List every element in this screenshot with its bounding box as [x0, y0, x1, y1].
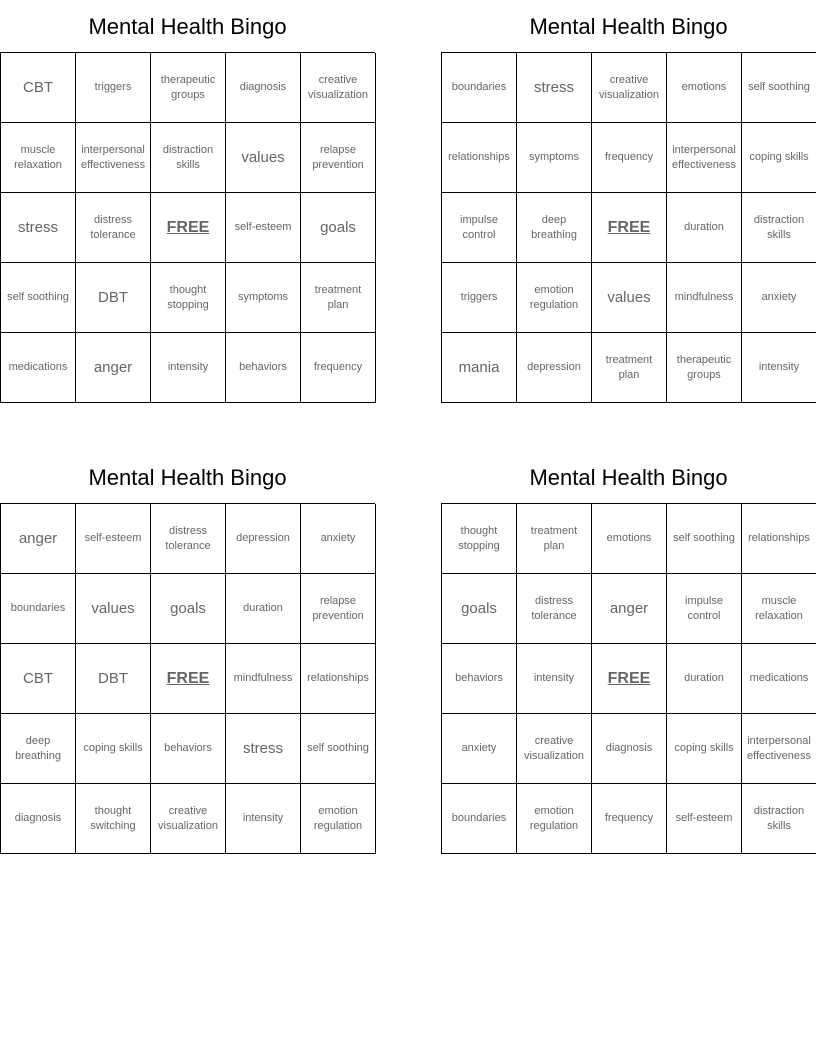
bingo-cell: self-esteem	[226, 193, 301, 263]
bingo-cell: distress tolerance	[151, 504, 226, 574]
bingo-cell: stress	[517, 53, 592, 123]
bingo-cell: creative visualization	[592, 53, 667, 123]
bingo-cell: coping skills	[667, 714, 742, 784]
bingo-card-1	[0, 12, 375, 376]
bingo-cell: thought stopping	[442, 504, 517, 574]
free-space-cell: FREE	[592, 644, 667, 714]
bingo-card-2	[441, 12, 816, 381]
free-space-cell: FREE	[592, 193, 667, 263]
bingo-cell: duration	[226, 574, 301, 644]
bingo-cell: relationships	[301, 644, 376, 714]
bingo-cell: interpersonal effectiveness	[667, 123, 742, 193]
bingo-cell: relationships	[442, 123, 517, 193]
bingo-cell: boundaries	[442, 784, 517, 854]
bingo-cell: coping skills	[76, 714, 151, 784]
bingo-cell: medications	[1, 333, 76, 403]
bingo-cell: intensity	[226, 784, 301, 854]
bingo-cell: relationships	[742, 504, 816, 574]
bingo-cell: creative visualization	[151, 784, 226, 854]
bingo-cell: mania	[442, 333, 517, 403]
bingo-cell: creative visualization	[301, 53, 376, 123]
bingo-card-4	[441, 463, 816, 832]
bingo-cell: anger	[76, 333, 151, 403]
bingo-cell: impulse control	[442, 193, 517, 263]
bingo-cell: goals	[442, 574, 517, 644]
bingo-cell: duration	[667, 193, 742, 263]
bingo-cell: treatment plan	[301, 263, 376, 333]
bingo-cell: behaviors	[442, 644, 517, 714]
bingo-cell: coping skills	[742, 123, 816, 193]
card-title: Mental Health Bingo	[88, 465, 287, 490]
card-title: Mental Health Bingo	[529, 14, 728, 39]
bingo-cell: self soothing	[742, 53, 816, 123]
bingo-cell: symptoms	[226, 263, 301, 333]
bingo-cell: anxiety	[742, 263, 816, 333]
bingo-cell: self soothing	[667, 504, 742, 574]
bingo-cell: emotions	[592, 504, 667, 574]
bingo-cell: deep breathing	[517, 193, 592, 263]
bingo-cell: muscle relaxation	[742, 574, 816, 644]
bingo-cell: interpersonal effectiveness	[76, 123, 151, 193]
bingo-cell: diagnosis	[1, 784, 76, 854]
bingo-cell: therapeutic groups	[151, 53, 226, 123]
bingo-cell: thought switching	[76, 784, 151, 854]
bingo-cell: behaviors	[151, 714, 226, 784]
bingo-cell: symptoms	[517, 123, 592, 193]
bingo-cell: duration	[667, 644, 742, 714]
bingo-cell: muscle relaxation	[1, 123, 76, 193]
bingo-cell: DBT	[76, 263, 151, 333]
bingo-cell: diagnosis	[226, 53, 301, 123]
bingo-cell: DBT	[76, 644, 151, 714]
bingo-grid	[0, 52, 375, 403]
bingo-cell: emotions	[667, 53, 742, 123]
bingo-cell: creative visualization	[517, 714, 592, 784]
bingo-cell: distraction skills	[151, 123, 226, 193]
bingo-cell: values	[226, 123, 301, 193]
bingo-cell: medications	[742, 644, 816, 714]
bingo-cell: depression	[226, 504, 301, 574]
bingo-cell: intensity	[517, 644, 592, 714]
bingo-cell: self-esteem	[76, 504, 151, 574]
bingo-cell: relapse prevention	[301, 574, 376, 644]
bingo-cell: CBT	[1, 53, 76, 123]
bingo-cell: impulse control	[667, 574, 742, 644]
bingo-cell: triggers	[442, 263, 517, 333]
bingo-cell: stress	[1, 193, 76, 263]
bingo-cell: treatment plan	[592, 333, 667, 403]
bingo-cell: emotion regulation	[517, 784, 592, 854]
bingo-cell: diagnosis	[592, 714, 667, 784]
bingo-grid	[441, 52, 816, 403]
free-space-cell: FREE	[151, 193, 226, 263]
free-space-cell: FREE	[151, 644, 226, 714]
bingo-cell: self-esteem	[667, 784, 742, 854]
bingo-cell: interpersonal effectiveness	[742, 714, 816, 784]
bingo-cell: distraction skills	[742, 784, 816, 854]
bingo-cell: goals	[301, 193, 376, 263]
bingo-cell: distress tolerance	[76, 193, 151, 263]
bingo-cell: thought stopping	[151, 263, 226, 333]
bingo-cell: anxiety	[442, 714, 517, 784]
bingo-cell: relapse prevention	[301, 123, 376, 193]
bingo-cell: mindfulness	[667, 263, 742, 333]
bingo-cell: self soothing	[301, 714, 376, 784]
bingo-cell: CBT	[1, 644, 76, 714]
bingo-cell: therapeutic groups	[667, 333, 742, 403]
bingo-grid	[0, 503, 375, 854]
bingo-cell: frequency	[592, 123, 667, 193]
bingo-cell: values	[592, 263, 667, 333]
bingo-cell: self soothing	[1, 263, 76, 333]
bingo-cell: distress tolerance	[517, 574, 592, 644]
bingo-cell: stress	[226, 714, 301, 784]
bingo-grid	[441, 503, 816, 854]
card-title: Mental Health Bingo	[529, 465, 728, 490]
bingo-cell: goals	[151, 574, 226, 644]
bingo-cell: boundaries	[1, 574, 76, 644]
bingo-cell: anger	[1, 504, 76, 574]
bingo-cell: anger	[592, 574, 667, 644]
bingo-cell: emotion regulation	[517, 263, 592, 333]
bingo-cell: behaviors	[226, 333, 301, 403]
bingo-card-3	[0, 463, 375, 832]
bingo-cell: anxiety	[301, 504, 376, 574]
bingo-cell: boundaries	[442, 53, 517, 123]
bingo-cell: mindfulness	[226, 644, 301, 714]
bingo-cell: deep breathing	[1, 714, 76, 784]
bingo-cell: values	[76, 574, 151, 644]
bingo-cell: treatment plan	[517, 504, 592, 574]
bingo-cell: triggers	[76, 53, 151, 123]
bingo-cell: depression	[517, 333, 592, 403]
bingo-cell: intensity	[742, 333, 816, 403]
bingo-cell: emotion regulation	[301, 784, 376, 854]
bingo-cell: intensity	[151, 333, 226, 403]
bingo-cell: frequency	[592, 784, 667, 854]
card-title: Mental Health Bingo	[88, 14, 287, 39]
bingo-cell: distraction skills	[742, 193, 816, 263]
bingo-cell: frequency	[301, 333, 376, 403]
